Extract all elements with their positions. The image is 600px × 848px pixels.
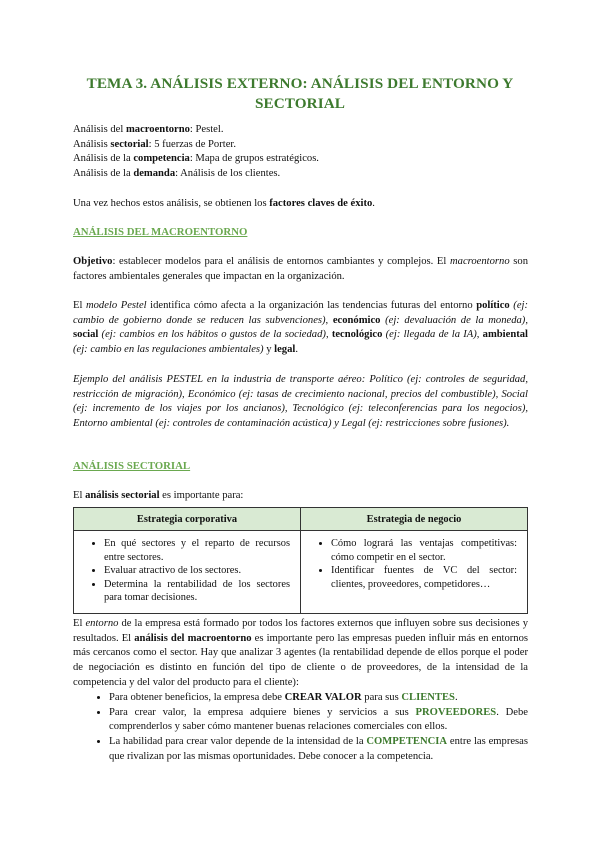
list-item: • Evaluar atractivo de los sectores. <box>104 564 290 578</box>
objetivo-paragraph: Objetivo: establecer modelos para el análisis de entornos cambiantes y complejos. El macroentorno son factores ambientales generales que impactan en la organización. <box>73 256 528 282</box>
intro-list <box>73 123 528 182</box>
intro-line: Análisis sectorial: 5 fuerzas de Porter. <box>73 138 236 150</box>
list-item: • La habilidad para crear valor depende de la intensidad de la COMPETENCIA entre las empresas que rivalizan por las mismas oportunidades. Debe conocer a la competencia. <box>109 735 528 764</box>
table-header: Estrategia de negocio <box>301 508 528 531</box>
list-item: • Cómo logrará las ventajas competitivas: cómo competir en el sector. <box>331 537 517 564</box>
pestel-paragraph: El modelo Pestel identifica cómo afecta a la organización las tendencias futuras del entorno político (ej: cambio de gobierno donde se reducen las subvenciones), económico (ej: devaluación de la moneda), social (ej: cambios en los hábitos o gustos de la sociedad), tecnológico (ej: llegada de la IA), ambiental (ej: cambio en las regulaciones ambientales) y legal. <box>73 300 528 356</box>
list-item: • Identificar fuentes de VC del sector: clientes, proveedores, competidores… <box>331 564 517 591</box>
list-item: • Para crear valor, la empresa adquiere bienes y servicios a sus PROVEEDORES. Debe comprenderlos y saber cómo mantener buenas relaciones comerciales con ellos. <box>109 706 528 735</box>
factores-paragraph: Una vez hechos estos análisis, se obtienen los factores claves de éxito. <box>73 198 375 209</box>
section-heading-sectorial: ANÁLISIS SECTORIAL <box>73 460 191 472</box>
intro-line: Análisis de la demanda: Análisis de los clientes. <box>73 168 281 180</box>
list-item: • Determina la rentabilidad de los sectores para tomar decisiones. <box>104 578 290 605</box>
table-cell <box>301 531 528 614</box>
table-cell <box>74 531 301 614</box>
agents-list <box>73 691 528 765</box>
sectorial-intro: El análisis sectorial es importante para: <box>73 490 244 501</box>
entorno-paragraph: El entorno de la empresa está formado por todos los factores externos que influyen sobre sus decisiones y resultados. El análisis del macroentorno es importante pero las empresas pueden influir más en entornos más cercanos como el sector. Hay que analizar 3 agentes (la rentabilidad depende de ellos porque el poder de negociación es distinto en función del tipo de cliente o de proveedores, de la intensidad de la competencia y del valor del producto para el cliente): <box>73 618 528 688</box>
pestel-example: Ejemplo del análisis PESTEL en la industria de transporte aéreo: Político (ej: controles de seguridad, restricción de migración), Económico (ej: tasas de crecimiento nacional, precios del combustible), Social (ej: incremento de los viajes por los ancianos), Tecnológico (ej: teleconferencias para los negocios), Entorno ambiental (ej: controles de contaminación acústica) y Legal (ej: restricciones sobre fusiones). <box>73 374 528 430</box>
title-line-1: TEMA 3. ANÁLISIS EXTERNO: ANÁLISIS DEL ENTORNO Y <box>86 75 514 92</box>
page-title <box>60 74 540 114</box>
list-item: • Para obtener beneficios, la empresa debe CREAR VALOR para sus CLIENTES. <box>109 691 528 706</box>
title-line-2: SECTORIAL <box>254 95 346 112</box>
intro-line: Análisis de la competencia: Mapa de grupos estratégicos. <box>73 153 319 165</box>
section-heading-macroentorno: ANÁLISIS DEL MACROENTORNO <box>73 226 248 238</box>
intro-line: Análisis del macroentorno: Pestel. <box>73 124 224 135</box>
table-header: Estrategia corporativa <box>74 508 301 531</box>
strategy-table <box>73 507 528 614</box>
list-item: • En qué sectores y el reparto de recursos entre sectores. <box>104 537 290 564</box>
